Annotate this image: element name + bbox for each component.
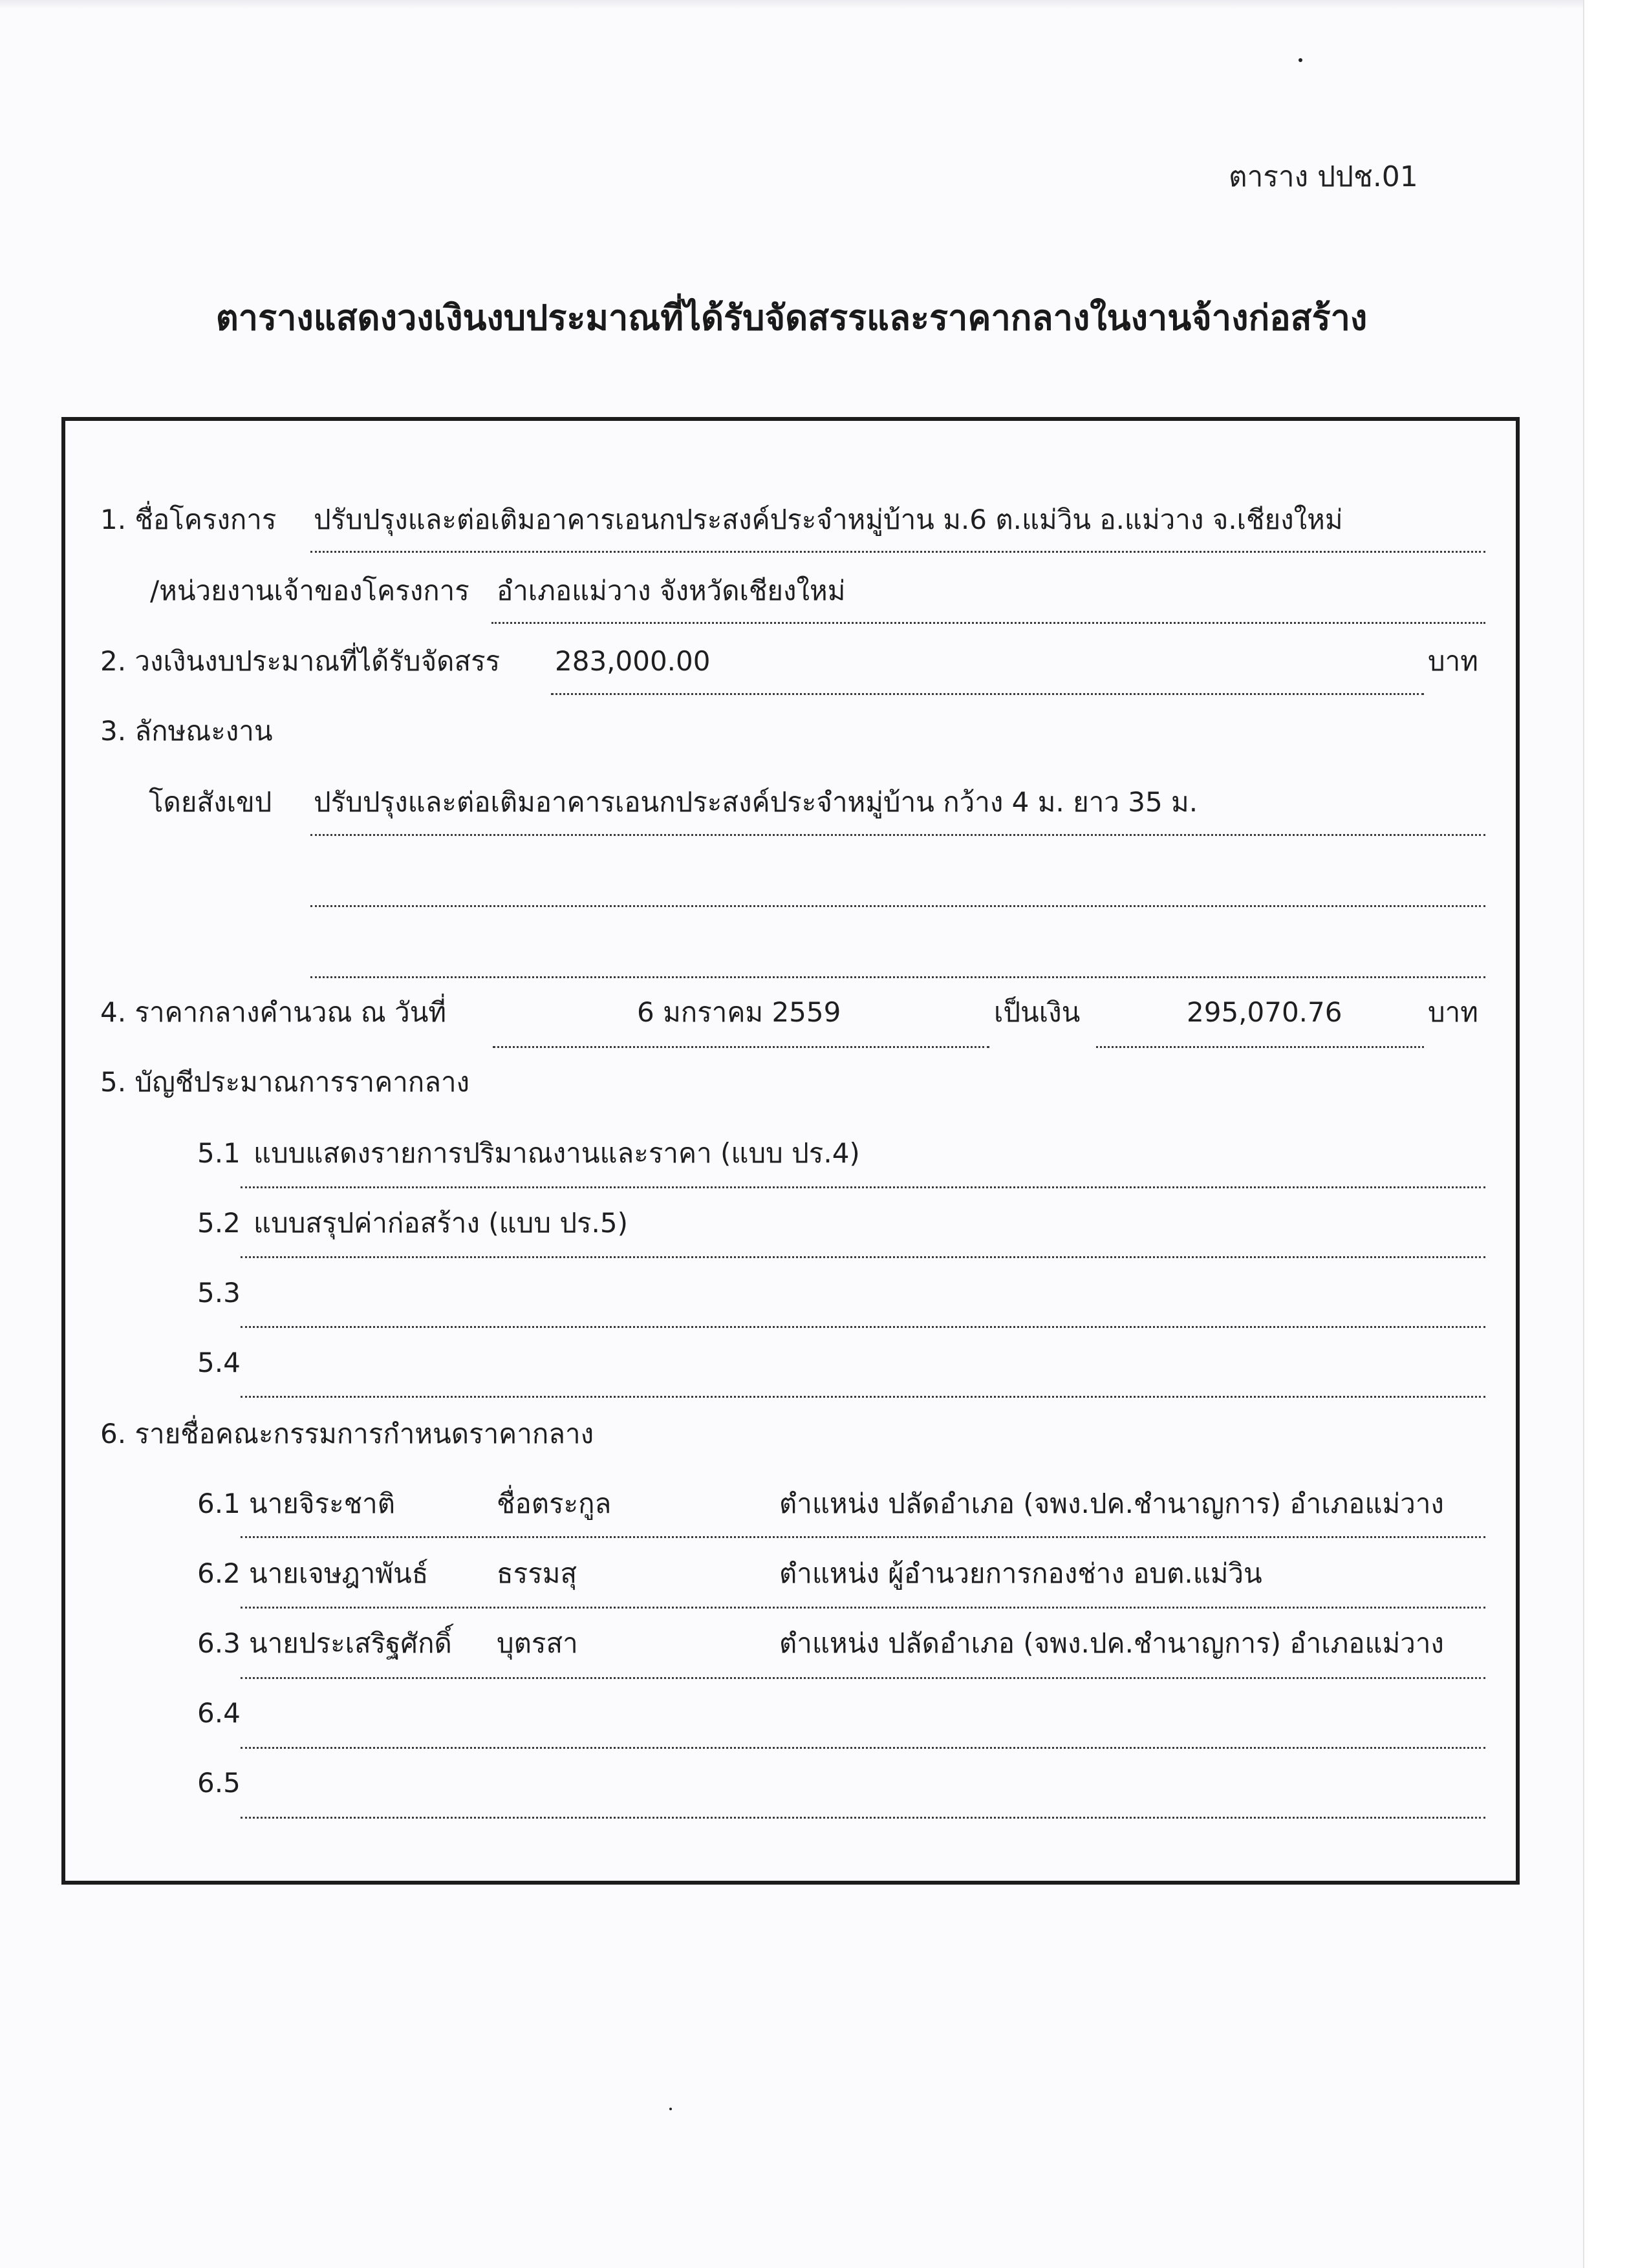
estimate-item-text: แบบสรุปค่าก่อสร้าง (แบบ ปร.5): [253, 1207, 629, 1239]
budget-value: 283,000.00: [555, 645, 711, 677]
member-last-name: ชื่อตระกูล: [497, 1488, 612, 1519]
dotted-line: [241, 1747, 1485, 1749]
project-name-label: 1. ชื่อโครงการ: [100, 504, 277, 535]
median-price-amount: 295,070.76: [1187, 996, 1342, 1028]
member-last-name: ธรรมสุ: [497, 1557, 577, 1589]
median-price-amount-label: เป็นเงิน: [994, 996, 1081, 1028]
scan-edge-shadow: [0, 0, 1583, 9]
member-first-name: นายเจษฎาพันธ์: [249, 1557, 429, 1589]
estimate-item-number: 5.3: [197, 1277, 241, 1309]
median-price-date: 6 มกราคม 2559: [637, 996, 841, 1028]
dotted-line: [241, 1536, 1485, 1538]
member-position: ตำแหน่ง ปลัดอำเภอ (จพง.ปค.ชำนาญการ) อำเภอแม่วาง: [779, 1627, 1444, 1659]
dotted-line: [241, 1186, 1485, 1188]
estimate-item-text: แบบแสดงรายการปริมาณงานและราคา (แบบ ปร.4): [253, 1137, 860, 1169]
member-number: 6.2: [197, 1557, 241, 1589]
dotted-line: [491, 622, 1485, 624]
scan-speck: [669, 2108, 672, 2110]
dotted-line: [310, 976, 1485, 978]
member-number: 6.1: [197, 1488, 241, 1519]
document-title: ตารางแสดงวงเงินงบประมาณที่ได้รับจัดสรรและราคากลางในงานจ้างก่อสร้าง: [215, 297, 1368, 338]
member-number: 6.4: [197, 1697, 241, 1729]
work-type-label: 3. ลักษณะงาน: [100, 715, 273, 747]
dotted-line: [493, 1046, 989, 1048]
work-summary-label: โดยสังเขป: [149, 786, 272, 818]
dotted-line: [241, 1396, 1485, 1398]
dotted-line: [551, 693, 1424, 695]
median-price-unit: บาท: [1428, 996, 1478, 1028]
dotted-line: [1096, 1046, 1424, 1048]
dotted-line: [310, 905, 1485, 907]
estimate-item-number: 5.1: [197, 1137, 241, 1169]
member-position: ตำแหน่ง ปลัดอำเภอ (จพง.ปค.ชำนาญการ) อำเภอแม่วาง: [779, 1488, 1444, 1519]
form-code: ตาราง ปปช.01: [1229, 160, 1418, 193]
estimate-list-label: 5. บัญชีประมาณการราคากลาง: [100, 1066, 470, 1098]
project-owner-label: /หน่วยงานเจ้าของโครงการ: [150, 575, 469, 606]
scan-margin-strip: [1583, 0, 1649, 2268]
project-name-value: ปรับปรุงและต่อเติมอาคารเอนกประสงค์ประจำหมู่บ้าน ม.6 ต.แม่วิน อ.แม่วาง จ.เชียงใหม่: [314, 504, 1343, 535]
dotted-line: [241, 1817, 1485, 1819]
scan-speck: [1299, 58, 1302, 62]
member-position: ตำแหน่ง ผู้อำนวยการกองช่าง อบต.แม่วิน: [779, 1557, 1262, 1589]
estimate-item-number: 5.4: [197, 1347, 241, 1378]
dotted-line: [241, 1326, 1485, 1328]
work-summary-value: ปรับปรุงและต่อเติมอาคารเอนกประสงค์ประจำหมู่บ้าน กว้าง 4 ม. ยาว 35 ม.: [314, 786, 1198, 818]
committee-label: 6. รายชื่อคณะกรรมการกำหนดราคากลาง: [100, 1418, 594, 1450]
dotted-line: [310, 551, 1485, 553]
median-price-date-label: 4. ราคากลางคำนวณ ณ วันที่: [100, 996, 447, 1028]
dotted-line: [241, 1256, 1485, 1258]
member-first-name: นายจิระชาติ: [249, 1488, 395, 1519]
member-number: 6.3: [197, 1627, 241, 1659]
member-number: 6.5: [197, 1767, 241, 1799]
project-owner-value: อำเภอแม่วาง จังหวัดเชียงใหม่: [497, 575, 846, 606]
budget-label: 2. วงเงินงบประมาณที่ได้รับจัดสรร: [100, 645, 501, 677]
dotted-line: [241, 1677, 1485, 1679]
dotted-line: [241, 1607, 1485, 1609]
estimate-item-number: 5.2: [197, 1207, 241, 1239]
dotted-line: [310, 834, 1485, 836]
member-first-name: นายประเสริฐศักดิ์: [249, 1627, 452, 1659]
member-last-name: บุตรสา: [497, 1627, 578, 1659]
budget-unit: บาท: [1428, 645, 1478, 677]
